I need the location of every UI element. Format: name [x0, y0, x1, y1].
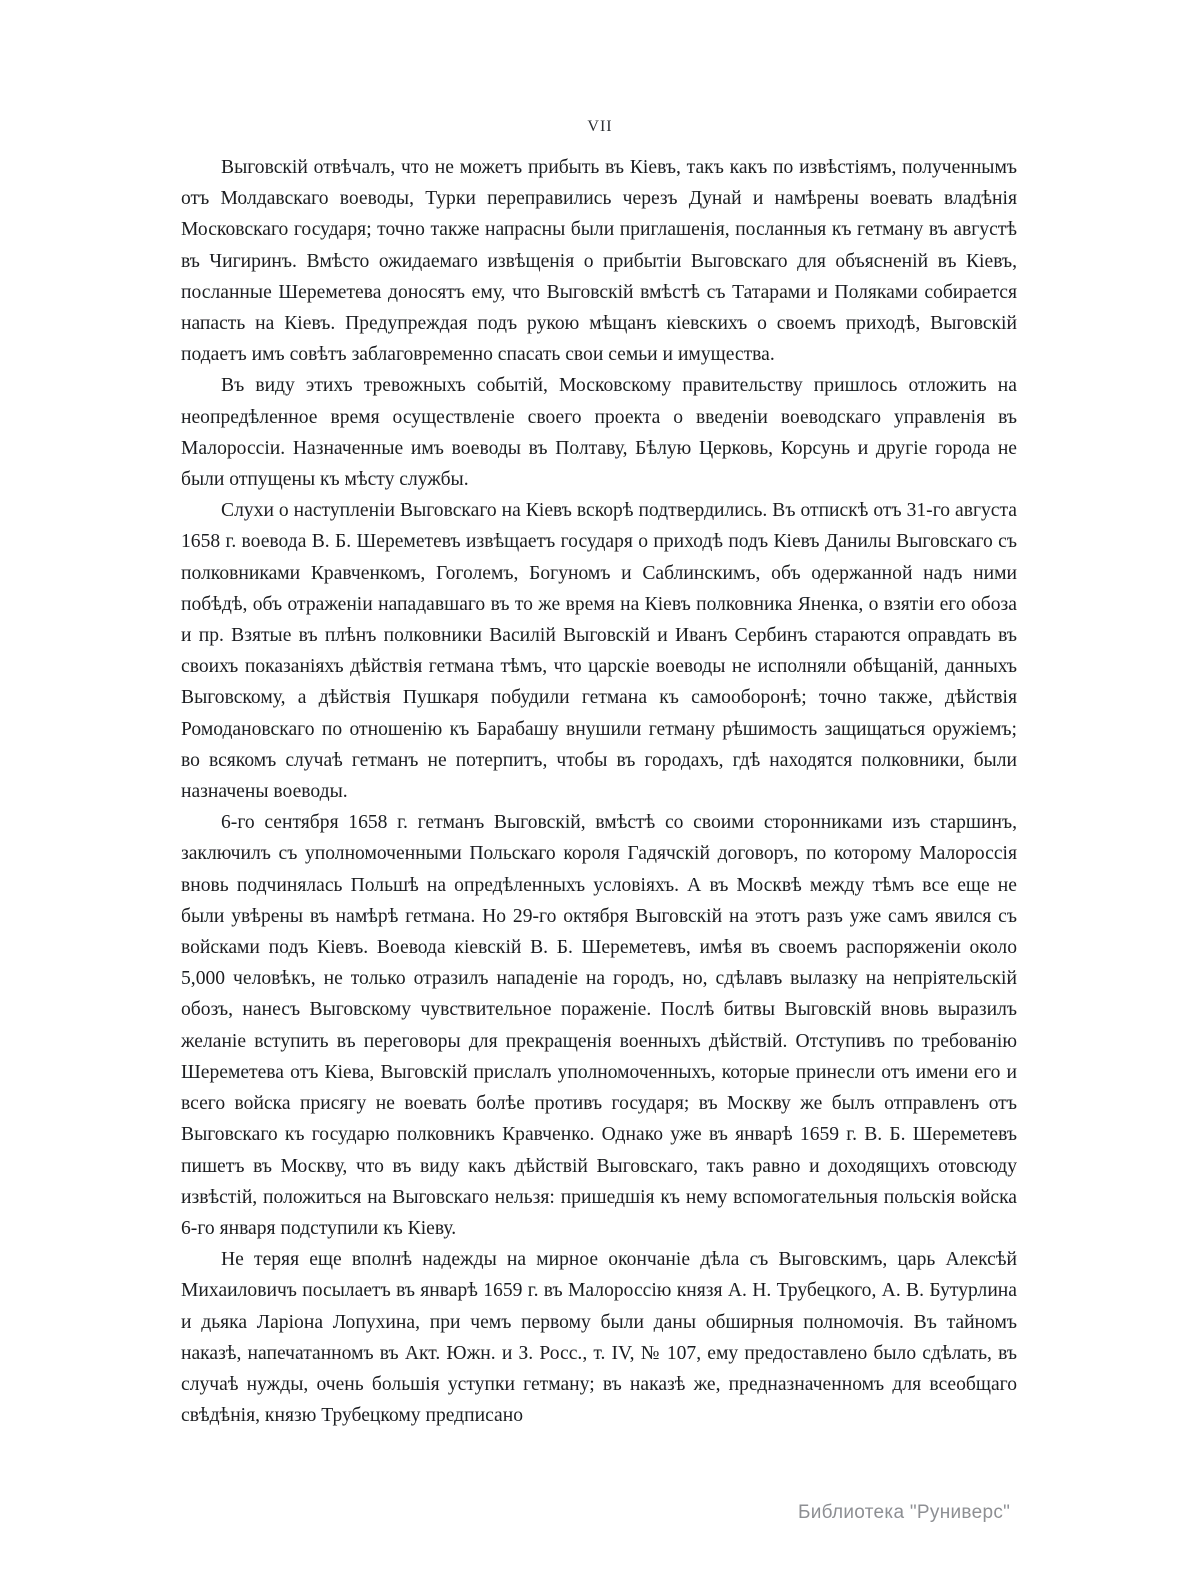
page-number: VII: [587, 118, 613, 135]
library-watermark: Библиотека "Руниверс": [798, 1502, 1011, 1523]
paragraph: 6-го сентября 1658 г. гетманъ Выговскій, вмѣстѣ со своими сторонниками изъ старшинъ, заключилъ съ уполномоченными Польскаго короля Гадячскій договоръ, по которому Малороссія вновь подчинялась Польшѣ на опредѣленныхъ условіяхъ. А въ Москвѣ между тѣмъ все еще не были увѣрены въ намѣрѣ гетмана. Но 29-го октября Выговскій на этотъ разъ уже самъ явился съ войсками подъ Кіевъ. Воевода кіевскій В. Б. Шереметевъ, имѣя въ своемъ распоряженіи около 5,000 человѣкъ, не только отразилъ нападеніе на городъ, но, сдѣлавъ вылазку на непріятельскій обозъ, нанесъ Выговскому чувствительное пораженіе. Послѣ битвы Выговскій вновь выразилъ желаніе вступить въ переговоры для прекращенія военныхъ дѣйствій. Отступивъ по требованію Шереметева отъ Кіева, Выговскій прислалъ уполномоченныхъ, которые принесли отъ имени его и всего войска присягу не воевать болѣе противъ государя; въ Москву же былъ отправленъ отъ Выговскаго къ государю полковникъ Кравченко. Однако уже въ январѣ 1659 г. В. Б. Шереметевъ пишетъ въ Москву, что въ виду какъ дѣйствій Выговскаго, такъ равно и доходящихъ отовсюду извѣстій, положиться на Выговскаго нельзя: пришедшія къ нему вспомогательныя польскія войска 6-го января подступили къ Кіеву.: [181, 812, 1017, 1239]
paragraph: Выговскій отвѣчалъ, что не можетъ прибыть въ Кіевъ, такъ какъ по извѣстіямъ, полученнымъ отъ Молдавскаго воеводы, Турки переправились черезъ Дунай и намѣрены воевать владѣнія Московскаго государя; точно также напрасны были приглашенія, посланныя къ гетману въ августѣ въ Чигиринъ. Вмѣсто ожидаемаго извѣщенія о прибытіи Выговскаго для объясненій въ Кіевъ, посланные Шереметева доносятъ ему, что Выговскій вмѣстѣ съ Татарами и Поляками собирается напасть на Кіевъ. Предупреждая подъ рукою мѣщанъ кіевскихъ о своемъ приходѣ, Выговскій подаетъ имъ совѣтъ заблаговременно спасать свои семьи и имущества.: [181, 157, 1017, 366]
body-text: [181, 152, 1017, 1431]
paragraph: Не теряя еще вполнѣ надежды на мирное окончаніе дѣла съ Выговскимъ, царь Алексѣй Михаиловичъ посылаетъ въ январѣ 1659 г. въ Малороссію князя А. Н. Трубецкого, А. В. Бутурлина и дьяка Ларіона Лопухина, при чемъ первому были даны обширныя полномочія. Въ тайномъ наказѣ, напечатанномъ въ Акт. Южн. и З. Росс., т. IV, № 107, ему предоставлено было сдѣлать, въ случаѣ нужды, очень большія уступки гетману; въ наказѣ же, предназначенномъ для всеобщаго свѣдѣнія, князю Трубецкому предписано: [181, 1249, 1017, 1427]
paragraph: Въ виду этихъ тревожныхъ событій, Московскому правительству пришлось отложить на неопредѣленное время осуществленіе своего проекта о введеніи воеводскаго управленія въ Малороссіи. Назначенные имъ воеводы въ Полтаву, Бѣлую Церковь, Корсунь и другіе города не были отпущены къ мѣсту службы.: [181, 375, 1017, 491]
paragraph: Слухи о наступленіи Выговскаго на Кіевъ вскорѣ подтвердились. Въ отпискѣ отъ 31-го августа 1658 г. воевода В. Б. Шереметевъ извѣщаетъ государя о приходѣ подъ Кіевъ Данилы Выговскаго съ полковниками Кравченкомъ, Гоголемъ, Богуномъ и Саблинскимъ, объ одержанной надъ ними побѣдѣ, объ отраженіи нападавшаго въ то же время на Кіевъ полковника Яненка, о взятіи его обоза и пр. Взятые въ плѣнъ полковники Василій Выговскій и Иванъ Сербинъ стараются оправдать въ своихъ показаніяхъ дѣйствія гетмана тѣмъ, что царскіе воеводы не исполняли обѣщаній, данныхъ Выговскому, а дѣйствія Пушкаря побудили гетмана къ самооборонѣ; точно также, дѣйствія Ромодановскаго по отношенію къ Барабашу внушили гетману рѣшимость защищаться оружіемъ; во всякомъ случаѣ гетманъ не потерпитъ, чтобы въ городахъ, гдѣ находятся полковники, были назначены воеводы.: [181, 500, 1017, 803]
